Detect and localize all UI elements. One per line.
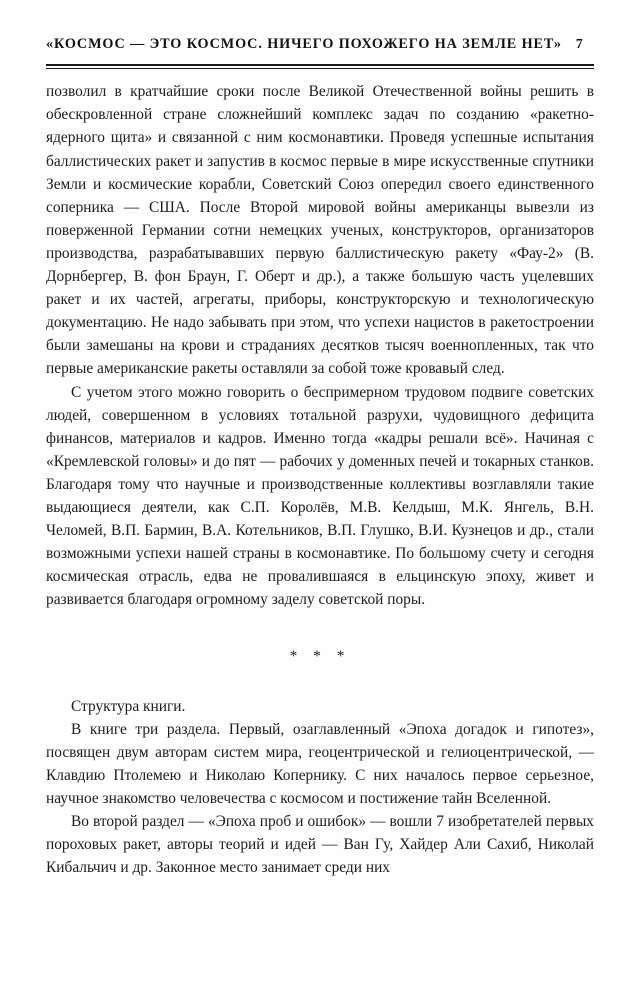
separator-spacer-top [46,611,594,645]
page-content [46,36,594,879]
body-text-bottom [46,695,594,880]
running-header [46,36,594,58]
paragraph: Структура книги. [71,697,186,715]
rule-thin [46,68,594,69]
paragraph: позволил в кратчайшие сроки после Великой Отечественной войны решить в обескровленной стране сложнейший комплекс задач по созданию «ракетно-ядерного щита» и связанной с ним космонавтики. Проведя успешные испытания баллистических ракет и запустив в космос первые в мире искусственные спутники Земли и космические корабли, Советский Союз опередил своего единственного соперника — США. После Второй мировой войны американцы вывезли из поверженной Германии сотни немецких ученых, конструкторов, организаторов производства, разрабатывавших первую баллистическую ракету «Фау-2» (В. Дорнбергер, В. фон Браун, Г. Оберт и др.), а также большую часть уцелевших ракет и их частей, агрегаты, приборы, конструкторскую и технологическую документацию. Не надо забывать при этом, что успехи нацистов в ракетостроении были замешаны на крови и страданиях десятков тысяч военнопленных, так что первые американские ракеты оставляли за собой тоже кровавый след. [46,83,594,378]
body-text-top [46,80,594,611]
paragraph: В книге три раздела. Первый, озаглавленный «Эпоха догадок и гипотез», посвящен двум авторам систем мира, геоцентрической и гелиоцентрической, — Клавдию Птолемею и Николаю Копернику. С них началось первое серьезное, научное знакомство человечества с космосом и постижение тайн Вселенной. [46,720,594,807]
header-double-rule [46,64,594,69]
paragraph: С учетом этого можно говорить о беспримерном трудовом подвиге советских людей, совершенном в условиях тотальной разрухи, чудовищного дефицита финансов, материалов и кадров. Именно тогда «кадры решали всё». Начиная с «Кремлевской головы» и до пят — рабочих у доменных печей и токарных станков. Благодаря тому что научные и производственные коллективы возглавляли такие выдающиеся деятели, как С.П. Королёв, М.В. Келдыш, М.К. Янгель, В.Н. Челомей, В.П. Бармин, В.А. Котельников, В.П. Глушко, В.И. Кузнецов и др., стали возможными успехи нашей страны в космонавтике. По большому счету и сегодня космическая отрасль, едва не провалившаяся в ельцинскую эпоху, живет и развивается благодаря огромному заделу советской поры. [46,383,594,609]
paragraph: Во второй раздел — «Эпоха проб и ошибок» — вошли 7 изобретателей первых пороховых ракет, авторы теорий и идей — Ван Гу, Хайдер Али Сахиб, Николай Кибальчич и др. Законное место занимает среди них [46,813,594,877]
page-number: 7 [575,36,583,51]
separator-spacer-bottom [46,669,594,695]
section-separator: * * * [289,648,351,666]
running-header-title: «КОСМОС — ЭТО КОСМОС. НИЧЕГО ПОХОЖЕГО НА ЗЕМЛЕ НЕТ» [46,36,562,52]
